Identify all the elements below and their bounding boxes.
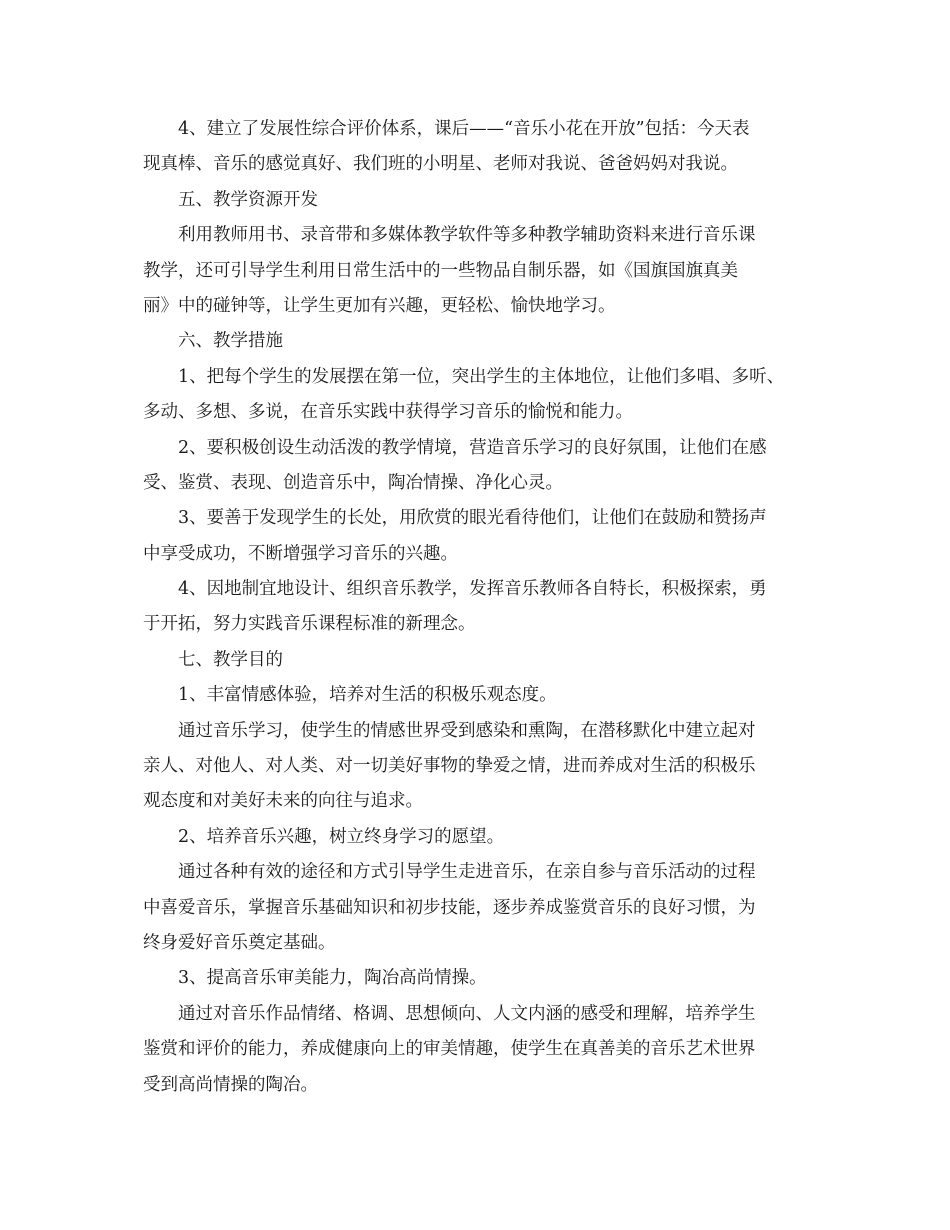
text-line: 于开拓，努力实践音乐课程标准的新理念。 — [143, 614, 476, 635]
text-line: 受到高尚情操的陶冶。 — [143, 1074, 318, 1095]
text-line: 五、教学资源开发 — [178, 189, 318, 210]
text-line: 利用教师用书、录音带和多媒体教学软件等多种教学辅助资料来进行音乐课 — [178, 225, 756, 246]
text-line: 4、因地制宜地设计、组织音乐教学，发挥音乐教师各自特长，积极探索，勇 — [178, 579, 767, 600]
text-line: 七、教学目的 — [178, 649, 283, 670]
text-line: 亲人、对他人、对人类、对一切美好事物的挚爱之情，进而养成对生活的积极乐 — [143, 756, 756, 777]
text-line: 通过对音乐作品情绪、格调、思想倾向、人文内涵的感受和理解，培养学生 — [178, 1003, 756, 1024]
document-body — [143, 112, 818, 1103]
text-line: 1、丰富情感体验，培养对生活的积极乐观态度。 — [178, 685, 557, 706]
text-line: 鉴赏和评价的能力，养成健康向上的审美情趣，使学生在真善美的音乐艺术世界 — [143, 1039, 756, 1060]
text-line: 观态度和对美好未来的向往与追求。 — [143, 791, 423, 812]
text-line: 丽》中的碰钟等，让学生更加有兴趣，更轻松、愉快地学习。 — [143, 295, 616, 316]
text-line: 受、鉴赏、表现、创造音乐中，陶冶情操、净化心灵。 — [143, 472, 563, 493]
text-line: 2、培养音乐兴趣，树立终身学习的愿望。 — [178, 826, 505, 847]
text-line: 3、要善于发现学生的长处，用欣赏的眼光看待他们，让他们在鼓励和赞扬声 — [178, 508, 767, 529]
text-line: 多动、多想、多说，在音乐实践中获得学习音乐的愉悦和能力。 — [143, 402, 633, 423]
text-line: 六、教学措施 — [178, 331, 283, 352]
text-line: 中享受成功，不断增强学习音乐的兴趣。 — [143, 543, 458, 564]
text-line: 通过各种有效的途径和方式引导学生走进音乐，在亲自参与音乐活动的过程 — [178, 862, 756, 883]
text-line: 2、要积极创设生动活泼的教学情境，营造音乐学习的良好氛围，让他们在感 — [178, 437, 767, 458]
text-line: 现真棒、音乐的感觉真好、我们班的小明星、老师对我说、爸爸妈妈对我说。 — [143, 154, 738, 175]
text-line: 中喜爱音乐，掌握音乐基础知识和初步技能，逐步养成鉴赏音乐的良好习惯，为 — [143, 897, 756, 918]
text-line: 1、把每个学生的发展摆在第一位，突出学生的主体地位，让他们多唱、多听、 — [178, 366, 785, 387]
text-line: 教学，还可引导学生利用日常生活中的一些物品自制乐器，如《国旗国旗真美 — [143, 260, 738, 281]
text-line: 终身爱好音乐奠定基础。 — [143, 932, 336, 953]
text-line: 4、建立了发展性综合评价体系，课后——“音乐小花在开放”包括：今天表 — [178, 119, 750, 139]
text-line: 3、提高音乐审美能力，陶冶高尚情操。 — [178, 968, 487, 989]
text-line: 通过音乐学习，使学生的情感世界受到感染和熏陶，在潜移默化中建立起对 — [178, 720, 756, 741]
